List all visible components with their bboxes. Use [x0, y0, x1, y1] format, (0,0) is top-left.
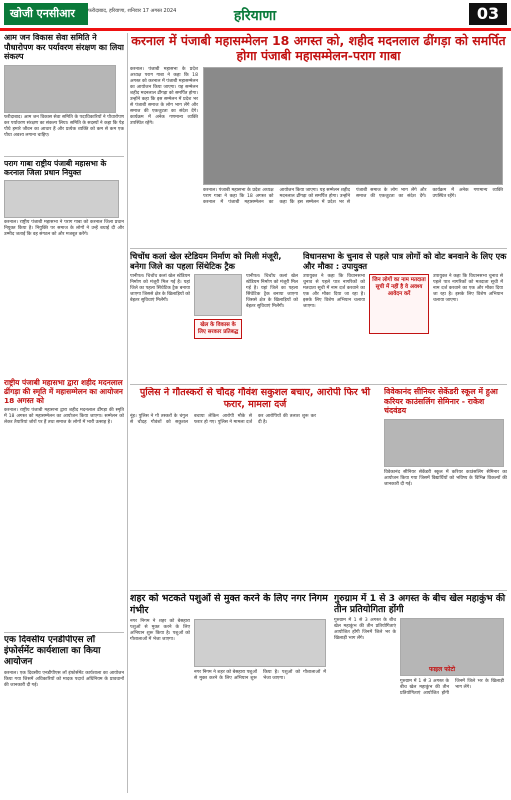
appointment-body: करनाल। राष्ट्रीय पंजाबी महासभा ने पराग गाबा को करनाल जिला प्रधान नियुक्त किया है। नियुक्ति पर समाज के लोगों ने उन्हें बधाई दी और उम्मीद जताई कि वह संगठन को और मजबूत करेंगे। [4, 220, 124, 237]
cattle-body: नगर निगम ने शहर को बेसहारा पशुओं से मुक्त करने के लिए अभियान शुरू किया है। पशुओं को गौशालाओं में भेजा जाएगा। [130, 619, 190, 642]
workshop-headline: एक दिवसीय एनडीपीएस लॉ इंफोर्समेंट कार्यशाला का किया आयोजन [4, 635, 101, 667]
story-appointment [4, 159, 124, 374]
divider [4, 632, 124, 633]
divider [130, 248, 507, 249]
dateline: फरीदाबाद, हरियाणा, शनिवार 17 अगस्त 2024 [88, 8, 177, 14]
stadium-body: पानीपत। चिचोंध कलां खेल स्टेडियम निर्माण को मंजूरी मिल गई है। यहां जिले का पहला सिंथेटिक ट्रैक बनाया जाएगा जिससे क्षेत्र के खिलाड़ियों को बेहतर सुविधाएं मिलेंगी। [130, 274, 190, 303]
stadium-body-continued: पानीपत। चिचोंध कलां खेल स्टेडियम निर्माण को मंजूरी मिल गई है। यहां जिले का पहला सिंथेटिक ट्रैक बनाया जाएगा जिससे क्षेत्र के खिलाड़ियों को बेहतर सुविधाएं मिलेंगी। [246, 274, 298, 309]
official-portrait [194, 274, 242, 316]
police-headline: पुलिस ने गौतस्करों से चौदह गौवंश सकुशल बचाए, आरोपी फिर भी फरार, मामला दर्ज [139, 387, 371, 410]
masthead-bar [0, 0, 511, 28]
divider [130, 590, 507, 591]
story-stadium [130, 251, 300, 381]
newspaper-logo [4, 3, 88, 25]
stadium-quote: खेल के विकास के लिए सरकार प्रतिबद्ध [194, 319, 242, 339]
conference-body: करनाल। राष्ट्रीय पंजाबी महासभा द्वारा शहीद मदनलाल ढींगड़ा की स्मृति में 18 अगस्त को महासम्मेलन का आयोजन किया जाएगा। सम्मेलन को लेकर तैयारियां जोरों पर हैं तथा समाज के लोगों में भारी उत्साह है। [4, 408, 124, 425]
conference-headline: राष्ट्रीय पंजाबी महासभा द्वारा शहीद मदनलाल ढींगड़ा की स्मृति में महासम्मेलन का आयोजन 18 अगस्त को [4, 378, 123, 405]
plantation-body: फरीदाबाद। आम जन विकास सेवा समिति के पदाधिकारियों ने पौधारोपण कर पर्यावरण संरक्षण का संकल्प लिया। समिति के सदस्यों ने कहा कि पेड़ पौधे हमारे जीवन का आधार हैं और प्रत्येक व्यक्ति को कम से कम एक पौधा अवश्य लगाना चाहिए। [4, 114, 124, 138]
cattle-headline: शहर को भटकते पशुओं से मुक्त करने के लिए नगर निगम गंभीर [130, 593, 328, 616]
story-school [384, 387, 507, 587]
story-stray-cattle [130, 593, 330, 796]
voter-box: जिन लोगों का नाम मतदाता सूची में नहीं है वे अवश्य आवेदन करें [369, 274, 429, 334]
story-police [130, 387, 380, 587]
stadium-headline: चिचोंध कलां खेल स्टेडियम निर्माण को मिली मंजूरी, बनेगा जिले का पहला सिंथेटिक ट्रैक [130, 251, 282, 271]
lead-headline: करनाल में पंजाबी महासम्मेलन 18 अगस्त को, शहीद मदनलाल ढींगड़ा को समर्पित होगा पंजाबी महासम्मेलन-पराग गाबा [131, 33, 506, 63]
section-title: हरियाणा [233, 8, 277, 24]
divider [130, 384, 507, 385]
lead-group-photo [203, 67, 503, 185]
plantation-photo [4, 65, 116, 113]
appointment-headline: पराग गाबा राष्ट्रीय पंजाबी महासभा के करनाल जिला प्रधान नियुक्त [4, 159, 107, 177]
column-rule [127, 33, 128, 793]
paper-name: खोजी एनसीआर [10, 7, 75, 20]
page-number: 03 [469, 3, 507, 25]
school-photo [384, 419, 504, 467]
police-body: नूंह। पुलिस ने गौ तस्करों के चंगुल से चौदह गौवंशों को सकुशल बचाया लेकिन आरोपी मौके से फरार हो गए। पुलिस ने मामला दर्ज कर आरोपियों की तलाश शुरू कर दी है। [130, 414, 316, 425]
school-body: विवेकानंद सीनियर सेकेंडरी स्कूल में करियर काउंसलिंग सेमिनार का आयोजन किया गया जिसमें विद्यार्थियों को भविष्य के विभिन्न विकल्पों की जानकारी दी गई। [384, 469, 507, 487]
story-workshop [4, 635, 124, 795]
sports-headline: गुरुग्राम में 1 से 3 अगस्त के बीच खेल महाकुंभ की तीन प्रतियोगिता होंगी [334, 593, 506, 615]
voter-body: उपायुक्त ने कहा कि विधानसभा चुनाव से पहले पात्र नागरिकों को मतदाता सूची में नाम दर्ज करवाने का एक और मौका दिया जा रहा है। इसके लिए विशेष अभियान चलाया जाएगा। [303, 274, 365, 309]
school-headline: विवेकानंद सीनियर सेकेंडरी स्कूल में हुआ करियर काउंसलिंग सेमिनार - राकेश चंदवंडय [384, 387, 498, 415]
voter-headline: विधानसभा के चुनाव से पहले पात्र लोगों को वोट बनवाने के लिए एक और मौका : उपायुक्त [303, 251, 507, 271]
story-conference [4, 378, 124, 628]
header-rule [0, 28, 511, 31]
sports-body: गुरुग्राम में 1 से 3 अगस्त के बीच खेल महाकुंभ की तीन प्रतियोगिताएं आयोजित होंगी जिनमें जिले भर के खिलाड़ी भाग लेंगे। [334, 618, 396, 641]
cattle-photo [194, 619, 326, 667]
story-sports [334, 593, 507, 796]
sports-photo [400, 618, 504, 676]
story-plantation [4, 33, 124, 153]
story-voter [303, 251, 507, 381]
lead-body-continued: करनाल। पंजाबी महासभा के प्रदेश अध्यक्ष पराग गाबा ने कहा कि 18 अगस्त को करनाल में पंजाबी महासम्मेलन का आयोजन किया जाएगा। यह सम्मेलन शहीद मदनलाल ढींगड़ा को समर्पित होगा। उन्होंने कहा कि इस सम्मेलन में प्रदेश भर से पंजाबी समाज के लोग भाग लेंगे और समाज की एकजुटता का संदेश देंगे। कार्यक्रम में अनेक गणमान्य व्यक्ति उपस्थित रहेंगे। [203, 188, 503, 205]
workshop-body: करनाल। एक दिवसीय एनडीपीएस लॉ इंफोर्समेंट कार्यशाला का आयोजन किया गया जिसमें अधिकारियों को मादक पदार्थ अधिनियम के प्रावधानों की जानकारी दी गई। [4, 671, 124, 688]
divider [4, 156, 124, 157]
sports-photo-caption: फाइल फोटो [429, 666, 456, 673]
sports-body-continued: गुरुग्राम में 1 से 3 अगस्त के बीच खेल महाकुंभ की तीन प्रतियोगिताएं आयोजित होंगी जिनमें जिले भर के खिलाड़ी भाग लेंगे। [400, 679, 504, 696]
lead-story [130, 33, 507, 245]
appointment-photo [4, 180, 119, 218]
voter-body-continued: उपायुक्त ने कहा कि विधानसभा चुनाव से पहले पात्र नागरिकों को मतदाता सूची में नाम दर्ज करवाने का एक और मौका दिया जा रहा है। इसके लिए विशेष अभियान चलाया जाएगा। [433, 274, 503, 303]
plantation-headline: आम जन विकास सेवा समिति ने पौधारोपण कर पर्यावरण संरक्षण का लिया संकल्प [4, 33, 124, 61]
cattle-body-continued: नगर निगम ने शहर को बेसहारा पशुओं से मुक्त करने के लिए अभियान शुरू किया है। पशुओं को गौशालाओं में भेजा जाएगा। [194, 670, 326, 681]
lead-body: करनाल। पंजाबी महासभा के प्रदेश अध्यक्ष पराग गाबा ने कहा कि 18 अगस्त को करनाल में पंजाबी महासम्मेलन का आयोजन किया जाएगा। यह सम्मेलन शहीद मदनलाल ढींगड़ा को समर्पित होगा। उन्होंने कहा कि इस सम्मेलन में प्रदेश भर से पंजाबी समाज के लोग भाग लेंगे और समाज की एकजुटता का संदेश देंगे। कार्यक्रम में अनेक गणमान्य व्यक्ति उपस्थित रहेंगे। [130, 67, 198, 126]
